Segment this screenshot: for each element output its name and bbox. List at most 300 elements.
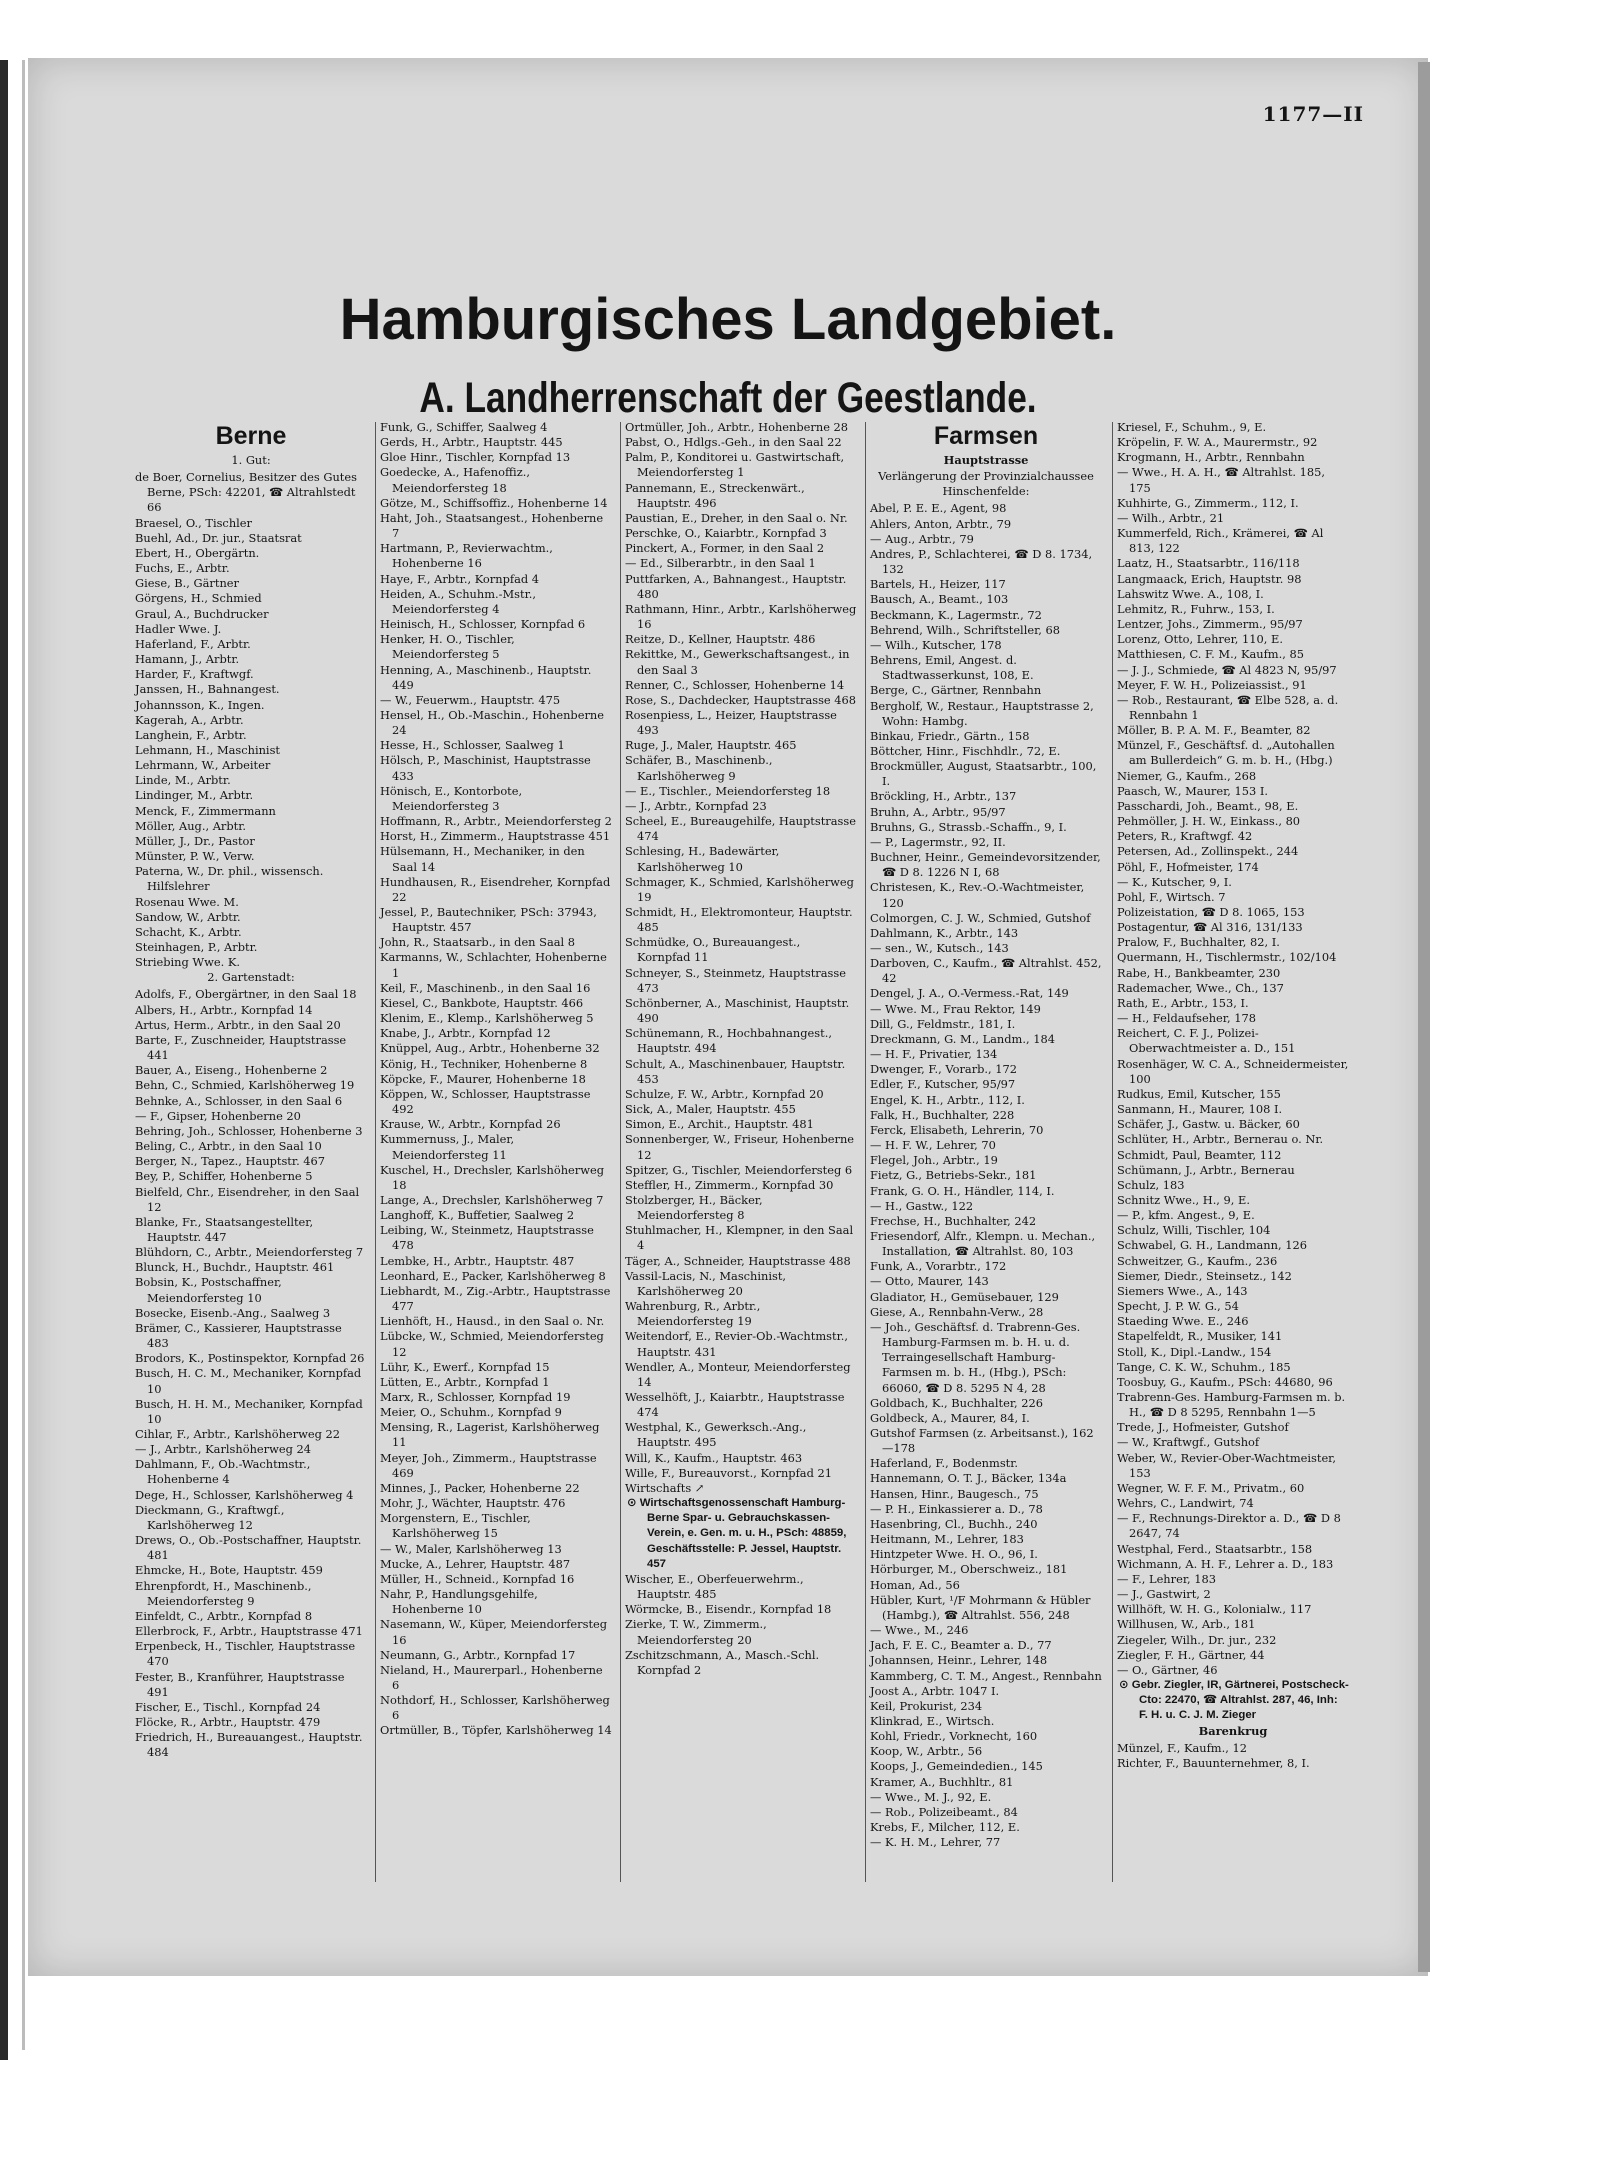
directory-entry: Braesel, O., Tischler <box>135 515 252 530</box>
directory-entry: Lorenz, Otto, Lehrer, 110, E. <box>1117 632 1283 647</box>
directory-entry: Lange, A., Drechsler, Karlshöherweg 7 <box>380 1192 604 1207</box>
directory-entry: Hamann, J., Arbtr. <box>135 652 240 667</box>
directory-entry: Leonhard, E., Packer, Karlshöherweg 8 <box>380 1268 606 1283</box>
directory-entry: Schäfer, J., Gastw. u. Bäcker, 60 <box>1117 1117 1300 1132</box>
directory-entry: Haferland, F., Arbtr. <box>135 636 251 651</box>
directory-entry: — Wwe., H. A. H., ☎ Altrahlst. 185, 175 <box>1117 465 1326 495</box>
directory-entry: König, H., Techniker, Hohenberne 8 <box>380 1056 588 1071</box>
directory-entry: Schünemann, R., Hochbahnangest., Hauptstr. 494 <box>625 1026 832 1056</box>
directory-entry: Lütten, E., Arbtr., Kornpfad 1 <box>380 1374 550 1389</box>
directory-entry: Erpenbeck, H., Tischler, Hauptstrasse 470 <box>135 1639 356 1669</box>
directory-entry: Zierke, T. W., Zimmerm., Meiendorfersteg 20 <box>625 1617 767 1647</box>
directory-entry: Keil, F., Maschinenb., in den Saal 16 <box>380 980 591 995</box>
directory-entry: — sen., W., Kutsch., 143 <box>870 941 1009 955</box>
directory-entry: Stapelfeldt, R., Musiker, 141 <box>1117 1329 1283 1344</box>
directory-entry: Rose, S., Dachdecker, Hauptstrasse 468 <box>625 692 857 707</box>
directory-entry: Mohr, J., Wächter, Hauptstr. 476 <box>380 1496 566 1511</box>
directory-entry: Pabst, O., Hdlgs.-Geh., in den Saal 22 <box>625 435 842 450</box>
directory-entry: — J. J., Schmiede, ☎ Al 4823 N, 95/97 <box>1117 662 1337 677</box>
directory-entry: Rudkus, Emil, Kutscher, 155 <box>1117 1086 1281 1101</box>
directory-entry: Ehmcke, H., Bote, Hauptstr. 459 <box>135 1563 323 1578</box>
directory-entry: Kuhhirte, G., Zimmerm., 112, I. <box>1117 495 1299 510</box>
directory-entry: Goldbeck, A., Maurer, 84, I. <box>870 1410 1030 1425</box>
directory-entry: Fietz, G., Betriebs-Sekr., 181 <box>870 1168 1037 1183</box>
directory-entry: Behnke, A., Schlosser, in den Saal 6 <box>135 1093 343 1108</box>
directory-entry: Bruhns, G., Strassb.-Schaffn., 9, I. <box>870 819 1067 834</box>
directory-entry: Fischer, E., Tischl., Kornpfad 24 <box>135 1699 321 1714</box>
column-4 <box>870 420 1102 1850</box>
directory-entry: Funk, G., Schiffer, Saalweg 4 <box>380 420 548 434</box>
directory-entry: Brockmüller, August, Staatsarbtr., 100, I. <box>870 759 1097 789</box>
directory-entry: Möller, B. P. A. M. F., Beamter, 82 <box>1117 723 1311 738</box>
directory-entry: Münzel, F., Geschäftsf. d. „Autohallen am Bullerdeich“ G. m. b. H., (Hbg.) <box>1117 738 1335 768</box>
directory-entry: Wehrs, C., Landwirt, 74 <box>1117 1496 1254 1511</box>
directory-entry: Rosenpiess, L., Heizer, Hauptstrasse 493 <box>625 707 837 738</box>
directory-entry: Görgens, H., Schmied <box>135 591 262 606</box>
directory-entry: Willhusen, W., Arb., 181 <box>1117 1617 1256 1632</box>
directory-entry: Schümann, J., Arbtr., Bernerau <box>1117 1162 1295 1177</box>
directory-entry: — Joh., Geschäftsf. d. Trabrenn-Ges. Hamburg-Farmsen m. b. H. u. d. Terraingesellschaft Hamburg-Farmsen m. b. H., (Hbg.), PSch: 66060, ☎ D 8. 5295 N 4, 28 <box>870 1319 1081 1395</box>
directory-entry: Behrend, Wilh., Schriftsteller, 68 <box>870 622 1061 637</box>
directory-entry: Rekittke, M., Gewerkschaftsangest., in den Saal 3 <box>625 647 850 677</box>
directory-entry: Münzel, F., Kaufm., 12 <box>1117 1740 1247 1755</box>
directory-entry: — W., Feuerwm., Hauptstr. 475 <box>380 692 561 707</box>
directory-entry: Heitmann, M., Lehrer, 183 <box>870 1532 1024 1547</box>
directory-entry: Specht, J. P. W. G., 54 <box>1117 1299 1239 1314</box>
directory-entry: Ebert, H., Obergärtn. <box>135 545 260 560</box>
directory-entry: Vassil-Lacis, N., Maschinist, Karlshöherweg 20 <box>625 1268 787 1298</box>
directory-entry: Andres, P., Schlachterei, ☎ D 8. 1734, 132 <box>870 546 1093 577</box>
directory-entry: Harder, F., Kraftwgf. <box>135 667 254 682</box>
directory-entry: Lehmitz, R., Fuhrw., 153, I. <box>1117 601 1275 616</box>
directory-entry: Behring, Joh., Schlosser, Hohenberne 3 <box>135 1123 363 1138</box>
directory-entry: — J., Arbtr., Karlshöherweg 24 <box>135 1442 311 1457</box>
directory-entry: — W., Maler, Karlshöherweg 13 <box>380 1541 562 1556</box>
directory-entry: Lembke, H., Arbtr., Hauptstr. 487 <box>380 1253 575 1268</box>
directory-entry: Hörburger, M., Oberschweiz., 181 <box>870 1562 1068 1577</box>
advertisement-entry: ⊙ Gebr. Ziegler, IR, Gärtnerei, Postscheck-Cto: 22470, ☎ Altrahlst. 287, 46, Inh: F. H. u. C. J. M. Zieger <box>1119 1678 1349 1722</box>
directory-entry: Paustian, E., Dreher, in den Saal o. Nr. <box>625 510 848 525</box>
directory-entry: — Wilh., Arbtr., 21 <box>1117 510 1225 525</box>
directory-entry: Laatz, H., Staatsarbtr., 116/118 <box>1117 556 1300 571</box>
directory-entry: Staeding Wwe. E., 246 <box>1117 1314 1249 1329</box>
directory-entry: Kohl, Friedr., Vorknecht, 160 <box>870 1729 1038 1744</box>
directory-entry: Dahlmann, F., Ob.-Wachtmstr., Hohenberne 4 <box>135 1457 311 1487</box>
directory-entry: Langmaack, Erich, Hauptstr. 98 <box>1117 571 1302 586</box>
directory-entry: Keil, Prokurist, 234 <box>870 1698 983 1713</box>
directory-entry: Stoll, K., Dipl.-Landw., 154 <box>1117 1344 1272 1359</box>
section-note: Verlängerung der Provinzialchaussee Hinschenfelde: <box>878 469 1094 499</box>
directory-entry: Trabrenn-Ges. Hamburg-Farmsen m. b. H., ☎ D 8 5295, Rennbahn 1—5 <box>1117 1390 1346 1420</box>
directory-entry: Binkau, Friedr., Gärtn., 158 <box>870 728 1030 743</box>
directory-entry: Ellerbrock, F., Arbtr., Hauptstrasse 471 <box>135 1624 363 1639</box>
directory-entry: Gerds, H., Arbtr., Hauptstr. 445 <box>380 435 563 450</box>
directory-entry: Dahlmann, K., Arbtr., 143 <box>870 925 1019 940</box>
directory-entry: Berge, C., Gärtner, Rennbahn <box>870 683 1042 698</box>
directory-entry: Bartels, H., Heizer, 117 <box>870 577 1006 592</box>
directory-entry: Dwenger, F., Vorarb., 172 <box>870 1062 1018 1077</box>
directory-entry: Horst, H., Zimmerm., Hauptstrasse 451 <box>380 829 611 844</box>
directory-entry: Hintzpeter Wwe. H. O., 96, I. <box>870 1547 1038 1562</box>
directory-entry: Cihlar, F., Arbtr., Karlshöherweg 22 <box>135 1427 340 1441</box>
directory-entry: Artus, Herm., Arbtr., in den Saal 20 <box>135 1017 341 1032</box>
directory-entry: Westphal, K., Gewerksch.-Ang., Hauptstr. 495 <box>625 1420 807 1450</box>
directory-entry: Wendler, A., Monteur, Meiendorfersteg 14 <box>625 1359 851 1389</box>
directory-entry: Petersen, Ad., Zollinspekt., 244 <box>1117 844 1299 859</box>
directory-entry: Möller, Aug., Arbtr. <box>135 818 247 833</box>
directory-entry: Hesse, H., Schlosser, Saalweg 1 <box>380 738 565 753</box>
directory-entry: — H., Gastw., 122 <box>870 1198 974 1213</box>
directory-entry: Schwabel, G. H., Landmann, 126 <box>1117 1238 1307 1253</box>
directory-entry: Darboven, C., Kaufm., ☎ Altrahlst. 452, 42 <box>870 956 1102 986</box>
directory-entry: Hansen, Hinr., Baugesch., 75 <box>870 1486 1039 1501</box>
directory-entry: Sonnenberger, W., Friseur, Hohenberne 12 <box>625 1132 855 1162</box>
directory-entry: Drews, O., Ob.-Postschaffner, Hauptstr. 481 <box>135 1533 362 1563</box>
directory-entry: Sick, A., Maler, Hauptstr. 455 <box>625 1102 796 1117</box>
directory-entry: Joost A., Arbtr. 1047 I. <box>870 1683 1000 1698</box>
directory-entry: Klenim, E., Klemp., Karlshöherweg 5 <box>380 1011 594 1026</box>
directory-entry: Schult, A., Maschinenbauer, Hauptstr. 453 <box>625 1056 846 1086</box>
directory-entry: — E., Tischler., Meiendorfersteg 18 <box>625 783 831 798</box>
directory-entry: Klinkrad, E., Wirtsch. <box>870 1713 995 1728</box>
directory-entry: Leibing, W., Steinmetz, Hauptstrasse 478 <box>380 1223 594 1253</box>
directory-entry: Hundhausen, R., Eisendreher, Kornpfad 22 <box>380 874 611 904</box>
directory-entry: Hülsemann, H., Mechaniker, in den Saal 14 <box>380 844 585 874</box>
directory-entry: Nothdorf, H., Schlosser, Karlshöherweg 6 <box>380 1693 610 1723</box>
directory-entry: Jessel, P., Bautechniker, PSch: 37943, Hauptstr. 457 <box>380 905 597 935</box>
directory-entry: Fuchs, E., Arbtr. <box>135 561 230 576</box>
directory-entry: Hartmann, P., Revierwachtm., Hohenberne 16 <box>380 541 553 571</box>
directory-entry: Buehl, Ad., Dr. jur., Staatsrat <box>135 530 302 545</box>
directory-entry: Sandow, W., Arbtr. <box>135 909 241 924</box>
directory-entry: Richter, F., Bauunternehmer, 8, I. <box>1117 1755 1310 1770</box>
directory-entry: Linde, M., Arbtr. <box>135 773 231 788</box>
directory-entry: Morgenstern, E., Tischler, Karlshöherweg 15 <box>380 1511 531 1541</box>
directory-entry: Rathmann, Hinr., Arbtr., Karlshöherweg 16 <box>625 601 857 632</box>
page-right-edge <box>1418 62 1430 1972</box>
directory-entry: — H. F. W., Lehrer, 70 <box>870 1138 996 1153</box>
directory-entry: Paterna, W., Dr. phil., wissensch. Hilfslehrer <box>135 864 324 894</box>
directory-entry: Reichert, C. F. J., Polizei-Oberwachtmeister a. D., 151 <box>1117 1026 1296 1056</box>
column-rule <box>1112 422 1113 1882</box>
directory-entry: Henker, H. O., Tischler, Meiendorfersteg 5 <box>380 632 515 662</box>
page-title: Hamburgisches Landgebiet. <box>339 287 1117 352</box>
directory-entry: Henning, A., Maschinenb., Hauptstr. 449 <box>380 662 592 692</box>
directory-entry: — O., Gärtner, 46 <box>1117 1662 1218 1677</box>
directory-entry: Rosenau Wwe. M. <box>135 894 239 909</box>
directory-entry: Hadler Wwe. J. <box>135 621 222 636</box>
directory-entry: — Wilh., Kutscher, 178 <box>870 637 1002 652</box>
directory-entry: Bosecke, Eisenb.-Ang., Saalweg 3 <box>135 1305 331 1320</box>
directory-entry: Siemers Wwe., A., 143 <box>1117 1283 1248 1298</box>
directory-entry: Schönberner, A., Maschinist, Hauptstr. 490 <box>625 995 850 1026</box>
directory-entry: Hönisch, E., Kontorbote, Meiendorfersteg 3 <box>380 783 523 813</box>
directory-entry: Brämer, C., Kassierer, Hauptstrasse 483 <box>135 1320 342 1351</box>
directory-entry: Heiden, A., Schuhm.-Mstr., Meiendorfersteg 4 <box>380 586 536 616</box>
directory-entry: Simon, E., Archit., Hauptstr. 481 <box>625 1117 814 1132</box>
directory-entry: Matthiesen, C. F. M., Kaufm., 85 <box>1117 647 1304 662</box>
scan-left-edge-shadow <box>22 60 25 2050</box>
directory-entry: Sanmann, H., Maurer, 108 I. <box>1117 1102 1283 1117</box>
directory-entry: Müller, J., Dr., Pastor <box>135 833 255 848</box>
directory-entry: Schulz, Willi, Tischler, 104 <box>1117 1223 1271 1238</box>
directory-entry: Kriesel, F., Schuhm., 9, E. <box>1117 420 1267 434</box>
directory-entry: Will, K., Kaufm., Hauptstr. 463 <box>625 1450 803 1465</box>
directory-entry: — Aug., Arbtr., 79 <box>870 531 974 546</box>
directory-entry: Bergholf, W., Restaur., Hauptstrasse 2, Wohn: Hambg. <box>870 698 1094 728</box>
directory-entry: Blühdorn, C., Arbtr., Meiendorfersteg 7 <box>135 1245 364 1260</box>
directory-entry: Gloe Hinr., Tischler, Kornpfad 13 <box>380 450 571 465</box>
directory-entry: Hensel, H., Ob.-Maschin., Hohenberne 24 <box>380 707 604 738</box>
directory-entry: Polizeistation, ☎ D 8. 1065, 153 <box>1117 905 1305 919</box>
directory-entry: Meyer, Joh., Zimmerm., Hauptstrasse 469 <box>380 1450 597 1480</box>
directory-entry: — Otto, Maurer, 143 <box>870 1274 989 1289</box>
directory-entry: — J., Arbtr., Kornpfad 23 <box>625 798 767 813</box>
directory-entry: Quermann, H., Tischlermstr., 102/104 <box>1117 950 1337 965</box>
directory-entry: Giese, A., Rennbahn-Verw., 28 <box>870 1304 1044 1319</box>
directory-entry: Dreckmann, G. M., Landm., 184 <box>870 1031 1055 1046</box>
directory-entry: Striebing Wwe. K. <box>135 955 240 970</box>
directory-entry: Adolfs, F., Obergärtner, in den Saal 18 <box>135 987 357 1002</box>
directory-entry: Ahlers, Anton, Arbtr., 79 <box>870 516 1012 531</box>
directory-entry: — F., Lehrer, 183 <box>1117 1571 1217 1586</box>
directory-entry: Bielfeld, Chr., Eisendreher, in den Saal 12 <box>135 1184 360 1214</box>
directory-entry: Schäfer, B., Maschinenb., Karlshöherweg 9 <box>625 753 773 783</box>
directory-entry: Köppen, W., Schlosser, Hauptstrasse 492 <box>380 1086 591 1117</box>
directory-entry: — K. H. M., Lehrer, 77 <box>870 1835 1001 1850</box>
column-1 <box>135 420 367 1760</box>
directory-entry: Gutshof Farmsen (z. Arbeitsanst.), 162—178 <box>870 1426 1094 1456</box>
directory-entry: Götze, M., Schiffsoffiz., Hohenberne 14 <box>380 495 608 510</box>
directory-entry: Bröckling, H., Arbtr., 137 <box>870 789 1017 804</box>
directory-entry: Frank, G. O. H., Händler, 114, I. <box>870 1183 1055 1198</box>
directory-entry: Spitzer, G., Tischler, Meiendorfersteg 6 <box>625 1162 853 1177</box>
section-heading: Farmsen <box>933 422 1039 450</box>
directory-entry: Hölsch, P., Maschinist, Hauptstrasse 433 <box>380 753 591 783</box>
directory-entry: Mucke, A., Lehrer, Hauptstr. 487 <box>380 1556 571 1571</box>
directory-entry: Bausch, A., Beamt., 103 <box>870 592 1009 607</box>
directory-entry: Albers, H., Arbtr., Kornpfad 14 <box>135 1002 313 1017</box>
directory-entry: Schulz, 183 <box>1117 1177 1185 1192</box>
directory-entry: Johannsen, Heinr., Lehrer, 148 <box>870 1653 1048 1668</box>
directory-entry: Karmanns, W., Schlachter, Hohenberne 1 <box>380 950 607 980</box>
directory-entry: — Wwe., M., 246 <box>870 1623 969 1638</box>
directory-entry: Rabe, H., Bankbeamter, 230 <box>1117 965 1281 980</box>
directory-entry: Schneyer, S., Steinmetz, Hauptstrasse 473 <box>625 965 846 995</box>
directory-entry: Blunck, H., Buchdr., Hauptstr. 461 <box>135 1260 335 1275</box>
directory-entry: Rademacher, Wwe., Ch., 137 <box>1117 980 1284 995</box>
directory-entry: Nieland, H., Maurerparl., Hohenberne 6 <box>380 1662 603 1692</box>
directory-entry: Krause, W., Arbtr., Kornpfad 26 <box>380 1117 561 1132</box>
directory-entry: Schnitz Wwe., H., 9, E. <box>1117 1192 1250 1207</box>
directory-entry: — Wwe. M., Frau Rektor, 149 <box>870 1001 1041 1016</box>
directory-entry: Janssen, H., Bahnangest. <box>135 682 280 697</box>
directory-entry: Bey, P., Schiffer, Hohenberne 5 <box>135 1169 313 1184</box>
directory-entry: — H. F., Privatier, 134 <box>870 1047 998 1062</box>
directory-entry: Beckmann, K., Lagermstr., 72 <box>870 607 1042 622</box>
directory-entry: — J., Gastwirt, 2 <box>1117 1587 1211 1602</box>
directory-entry: Meier, O., Schuhm., Kornpfad 9 <box>380 1405 562 1420</box>
directory-entry: Paasch, W., Maurer, 153 I. <box>1117 783 1269 798</box>
directory-entry: Hübler, Kurt, ¹/F Mohrmann & Hübler (Hambg.), ☎ Altrahlst. 556, 248 <box>870 1592 1091 1622</box>
directory-entry: Täger, A., Schneider, Hauptstrasse 488 <box>625 1253 851 1268</box>
directory-entry: — H., Feldaufseher, 178 <box>1117 1011 1256 1026</box>
directory-entry: — P., kfm. Angest., 9, E. <box>1117 1208 1255 1223</box>
column-3 <box>625 420 857 1678</box>
directory-entry: Münster, P. W., Verw. <box>135 849 255 864</box>
directory-entry: Tange, C. K. W., Schuhm., 185 <box>1117 1359 1291 1374</box>
directory-entry: Bauer, A., Eiseng., Hohenberne 2 <box>135 1063 328 1078</box>
directory-entry: Christesen, K., Rev.-O.-Wachtmeister, 120 <box>870 880 1085 910</box>
directory-entry: Dengel, J. A., O.-Vermess.-Rat, 149 <box>870 986 1069 1001</box>
directory-entry: Palm, P., Konditorei u. Gastwirtschaft, Meiendorfersteg 1 <box>625 450 845 480</box>
directory-entry: Lübcke, W., Schmied, Meiendorfersteg 12 <box>380 1329 604 1359</box>
directory-entry: Pinckert, A., Former, in den Saal 2 <box>625 541 825 556</box>
directory-entry: Funk, A., Vorarbtr., 172 <box>870 1259 1007 1274</box>
directory-entry: — F., Gipser, Hohenberne 20 <box>135 1108 301 1123</box>
directory-entry: Ehrenpfordt, H., Maschinenb., Meiendorfersteg 9 <box>135 1578 312 1608</box>
directory-entry: Homan, Ad., 56 <box>870 1577 960 1592</box>
directory-entry: Langhein, F., Arbtr. <box>135 727 247 742</box>
directory-entry: Haht, Joh., Staatsangest., Hohenberne 7 <box>380 510 604 541</box>
page-subtitle: A. Landherrenschaft der Geestlande. <box>419 374 1037 422</box>
column-5 <box>1117 420 1349 1771</box>
directory-entry: Pöhl, F., Hofmeister, 174 <box>1117 859 1259 874</box>
directory-entry: Graul, A., Buchdrucker <box>135 606 269 621</box>
directory-entry: Lühr, K., Ewerf., Kornpfad 15 <box>380 1359 550 1374</box>
directory-entry: Haye, F., Arbtr., Kornpfad 4 <box>380 571 540 586</box>
directory-entry: Böttcher, Hinr., Fischhdlr., 72, E. <box>870 743 1061 758</box>
directory-entry: Niemer, G., Kaufm., 268 <box>1117 768 1257 783</box>
directory-entry: Weitendorf, E., Revier-Ob.-Wachtmstr., Hauptstr. 431 <box>625 1329 849 1359</box>
directory-entry: — F., Rechnungs-Direktor a. D., ☎ D 8 2647, 74 <box>1117 1511 1341 1541</box>
directory-entry: Kagerah, A., Arbtr. <box>135 712 244 727</box>
directory-entry: Rath, E., Arbtr., 153, I. <box>1117 995 1249 1010</box>
directory-entry: Marx, R., Schlosser, Kornpfad 19 <box>380 1390 571 1404</box>
directory-entry: — K., Kutscher, 9, I. <box>1117 874 1232 889</box>
directory-entry: Wirtschafts ↗ <box>625 1480 705 1495</box>
directory-entry: Giese, B., Gärtner <box>135 576 239 591</box>
directory-entry: Wischer, E., Oberfeuerwehrm., Hauptstr. 485 <box>625 1571 804 1602</box>
directory-entry: Colmorgen, C. J. W., Schmied, Gutshof <box>870 910 1091 925</box>
directory-entry: Weber, W., Revier-Ober-Wachtmeister, 153 <box>1117 1450 1336 1480</box>
directory-entry: Nasemann, W., Küper, Meiendorfersteg 16 <box>380 1617 608 1647</box>
directory-entry: Wichmann, A. H. F., Lehrer a. D., 183 <box>1117 1556 1334 1571</box>
directory-entry: Perschke, O., Kaiarbtr., Kornpfad 3 <box>625 526 827 541</box>
section-heading: Berne <box>215 422 287 450</box>
directory-entry: Minnes, J., Packer, Hohenberne 22 <box>380 1480 580 1495</box>
column-rule <box>865 422 866 1882</box>
directory-entry: Friedrich, H., Bureauangest., Hauptstr. 484 <box>135 1730 363 1760</box>
section-note: 1. Gut: <box>231 453 271 467</box>
directory-entry: Ziegler, F. H., Gärtner, 44 <box>1117 1647 1265 1662</box>
directory-entry: Goldbach, K., Buchhalter, 226 <box>870 1395 1043 1410</box>
directory-entry: Koops, J., Gemeindedien., 145 <box>870 1759 1043 1774</box>
directory-entry: Kröpelin, F. W. A., Maurermstr., 92 <box>1117 435 1318 450</box>
directory-entry: Wahrenburg, R., Arbtr., Meiendorfersteg 19 <box>625 1299 761 1329</box>
directory-entry: Scheel, E., Bureaugehilfe, Hauptstrasse 474 <box>625 814 856 844</box>
directory-entry: Dieckmann, G., Kraftwgf., Karlshöherweg 12 <box>135 1502 285 1532</box>
directory-entry: Busch, H. C. M., Mechaniker, Kornpfad 10 <box>135 1366 362 1396</box>
directory-entry: Knüppel, Aug., Arbtr., Hohenberne 32 <box>380 1041 600 1056</box>
directory-entry: Steinhagen, P., Arbtr. <box>135 940 258 954</box>
directory-entry: Kuschel, H., Drechsler, Karlshöherweg 18 <box>380 1162 605 1192</box>
directory-entry: Berger, N., Tapez., Hauptstr. 467 <box>135 1154 326 1169</box>
directory-entry: Stuhlmacher, H., Klempner, in den Saal 4 <box>625 1223 854 1253</box>
directory-entry: Engel, K. H., Arbtr., 112, I. <box>870 1092 1025 1107</box>
directory-entry: Pannemann, E., Streckenwärt., Hauptstr. 496 <box>625 480 805 510</box>
directory-entry: Köpcke, F., Maurer, Hohenberne 18 <box>380 1071 586 1086</box>
directory-entry: Lienhöft, H., Hausd., in den Saal o. Nr. <box>380 1314 605 1329</box>
directory-entry: Goedecke, A., Hafenoffiz., Meiendorfersteg 18 <box>380 465 530 495</box>
street-heading: Barenkrug <box>1198 1724 1268 1739</box>
directory-entry: Blanke, Fr., Staatsangestellter, Hauptstr. 447 <box>135 1214 314 1244</box>
section-note: 2. Gartenstadt: <box>207 970 295 985</box>
directory-entry: Passchardi, Joh., Beamt., 98, E. <box>1117 798 1299 813</box>
directory-entry: Schweitzer, G., Kaufm., 236 <box>1117 1253 1278 1268</box>
directory-entry: Dill, G., Feldmstr., 181, I. <box>870 1016 1016 1031</box>
directory-entry: Schulze, F. W., Arbtr., Kornpfad 20 <box>625 1086 824 1101</box>
directory-entry: Ortmüller, B., Töpfer, Karlshöherweg 14 <box>380 1723 612 1738</box>
directory-entry: Mensing, R., Lagerist, Karlshöherweg 11 <box>380 1420 600 1450</box>
directory-entry: Stolzberger, H., Bäcker, Meiendorfersteg 8 <box>625 1192 763 1223</box>
directory-entry: Beling, C., Arbtr., in den Saal 10 <box>135 1139 322 1154</box>
directory-entry: Wörmcke, B., Eisendr., Kornpfad 18 <box>625 1602 832 1617</box>
directory-entry: Liebhardt, M., Zig.-Arbtr., Hauptstrasse 477 <box>380 1283 611 1314</box>
directory-entry: Abel, P. E. E., Agent, 98 <box>870 501 1007 516</box>
directory-entry: Steffler, H., Zimmerm., Kornpfad 30 <box>625 1177 834 1192</box>
column-rule <box>375 422 376 1882</box>
directory-entry: Busch, H. H. M., Mechaniker, Kornpfad 10 <box>135 1396 363 1426</box>
directory-entry: Lentzer, Johs., Zimmerm., 95/97 <box>1117 617 1303 632</box>
directory-entry: Siemer, Diedr., Steinsetz., 142 <box>1117 1268 1292 1283</box>
directory-entry: Rosenhäger, W. C. A., Schneidermeister, 100 <box>1117 1056 1349 1086</box>
directory-entry: Kammberg, C. T. M., Angest., Rennbahn <box>870 1668 1102 1683</box>
directory-entry: Krogmann, H., Arbtr., Rennbahn <box>1117 450 1305 465</box>
directory-entry: Heinisch, H., Schlosser, Kornpfad 6 <box>380 617 586 632</box>
directory-entry: Bobsin, K., Postschaffner, Meiendorfersteg 10 <box>135 1275 282 1305</box>
directory-entry: Puttfarken, A., Bahnangest., Hauptstr. 480 <box>625 571 847 601</box>
directory-entry: — Wwe., M. J., 92, E. <box>870 1789 992 1804</box>
directory-entry: — Rob., Polizeibeamt., 84 <box>870 1804 1018 1819</box>
directory-entry: John, R., Staatsarb., in den Saal 8 <box>380 935 576 950</box>
directory-entry: Willhöft, W. H. G., Kolonialw., 117 <box>1117 1602 1312 1617</box>
directory-entry: Flegel, Joh., Arbtr., 19 <box>870 1153 998 1168</box>
directory-entry: — Rob., Restaurant, ☎ Elbe 528, a. d. Rennbahn 1 <box>1117 692 1339 722</box>
directory-entry: Postagentur, ☎ Al 316, 131/133 <box>1117 920 1303 935</box>
directory-entry: Toosbuy, G., Kaufm., PSch: 44680, 96 <box>1117 1374 1333 1389</box>
directory-entry: Flöcke, R., Arbtr., Hauptstr. 479 <box>135 1714 321 1729</box>
directory-entry: Friesendorf, Alfr., Klempn. u. Mechan., Installation, ☎ Altrahlst. 80, 103 <box>870 1228 1096 1259</box>
directory-entry: Langhoff, K., Buffetier, Saalweg 2 <box>380 1208 575 1223</box>
directory-entry: — P. H., Einkassierer a. D., 78 <box>870 1501 1043 1516</box>
directory-entry: Haferland, F., Bodenmstr. <box>870 1456 1019 1471</box>
directory-entry: Wegner, W. F. F. M., Privatm., 60 <box>1117 1480 1305 1495</box>
scan-left-edge <box>0 60 8 2060</box>
directory-entry: Nahr, P., Handlungsgehilfe, Hohenberne 10 <box>380 1587 538 1617</box>
directory-entry: Trede, J., Hofmeister, Gutshof <box>1117 1420 1289 1435</box>
directory-entry: Brodors, K., Postinspektor, Kornpfad 26 <box>135 1351 365 1366</box>
directory-entry: Jach, F. E. C., Beamter a. D., 77 <box>870 1638 1052 1653</box>
directory-entry: Koop, W., Arbtr., 56 <box>870 1744 983 1759</box>
directory-entry: Ziegeler, Wilh., Dr. jur., 232 <box>1117 1632 1277 1647</box>
directory-entry: Westphal, Ferd., Staatsarbtr., 158 <box>1117 1541 1313 1556</box>
directory-entry: Schacht, K., Arbtr. <box>135 924 242 939</box>
directory-entry: Edler, F., Kutscher, 95/97 <box>870 1077 1016 1092</box>
directory-entry: Bruhn, A., Arbtr., 95/97 <box>870 804 1006 819</box>
directory-entry: Krebs, F., Milcher, 112, E. <box>870 1820 1020 1835</box>
directory-entry: Ortmüller, Joh., Arbtr., Hohenberne 28 <box>625 420 849 434</box>
